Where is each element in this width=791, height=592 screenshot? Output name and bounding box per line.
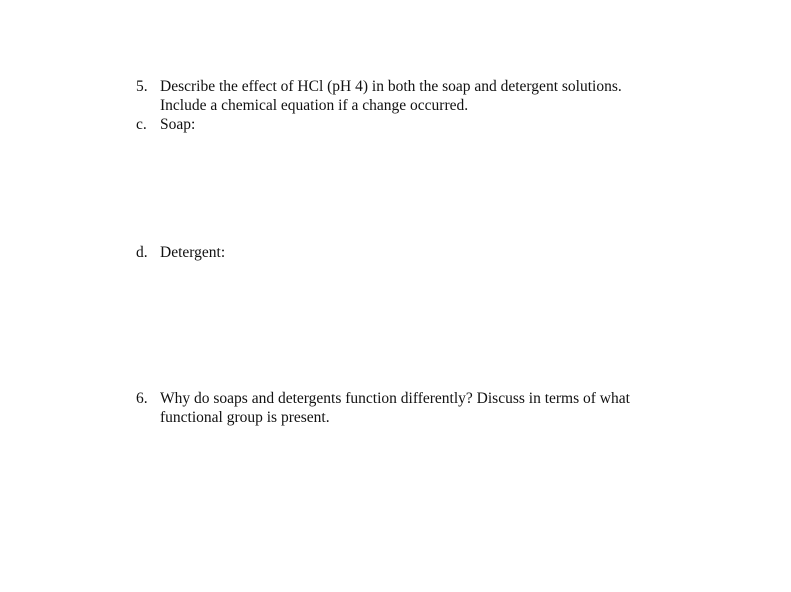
question-text-line: functional group is present. bbox=[160, 409, 330, 426]
question-text bbox=[160, 389, 630, 427]
question-number: 5. bbox=[136, 78, 148, 95]
sub-item-text-line: Soap: bbox=[160, 116, 196, 133]
question-number: 6. bbox=[136, 390, 148, 407]
sub-item-letter: c. bbox=[136, 116, 147, 133]
sub-item-label bbox=[160, 115, 195, 134]
question-text-line: Include a chemical equation if a change occurred. bbox=[160, 97, 469, 114]
sub-item-label bbox=[160, 243, 225, 262]
question-text-line: Describe the effect of HCl (pH 4) in both the soap and detergent solutions. bbox=[160, 78, 622, 95]
sub-item-text-line: Detergent: bbox=[160, 244, 226, 261]
sub-item-letter: d. bbox=[136, 244, 148, 261]
question-text-line: Why do soaps and detergents function differently? Discuss in terms of what bbox=[160, 390, 630, 407]
question-text bbox=[160, 77, 622, 115]
